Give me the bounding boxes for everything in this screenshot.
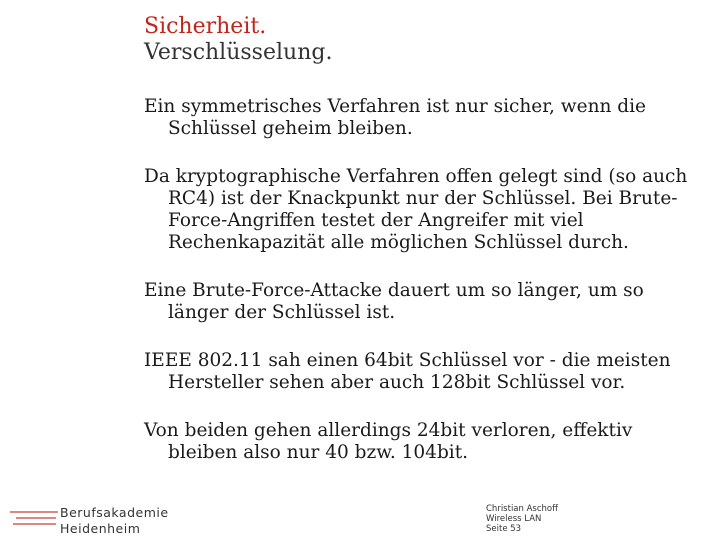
author-name: Christian Aschoff [486,504,558,514]
school-name [60,505,169,537]
logo-mark-icon [10,508,58,528]
footer-info [486,504,558,534]
paragraph: Eine Brute-Force-Attacke dauert um so länger, um so länger der Schlüssel ist. [144,280,644,323]
paragraph: Da kryptographische Verfahren offen gelegt sind (so auch RC4) ist der Knackpunkt nur der Schlüssel. Bei Brute-Force-Angriffen testet der Angreifer mit viel Rechenkapazität alle möglichen Schlüssel durch. [144,166,688,253]
school-name-line-1: Berufsakademie [60,505,169,520]
course-name: Wireless LAN [486,514,542,524]
paragraph: IEEE 802.11 sah einen 64bit Schlüssel vor - die meisten Hersteller sehen aber auch 128bit Schlüssel vor. [144,350,671,393]
paragraph: Von beiden gehen allerdings 24bit verloren, effektiv bleiben also nur 40 bzw. 104bit. [144,420,633,463]
slide-body [144,96,704,490]
school-name-line-2: Heidenheim [60,521,141,536]
slide-title [144,14,332,66]
title-line-2: Verschlüsselung. [144,40,333,65]
title-line-1: Sicherheit. [144,14,267,39]
school-logo [10,508,58,528]
paragraph: Ein symmetrisches Verfahren ist nur sicher, wenn die Schlüssel geheim bleiben. [144,96,647,139]
page-number: Seite 53 [486,524,522,534]
